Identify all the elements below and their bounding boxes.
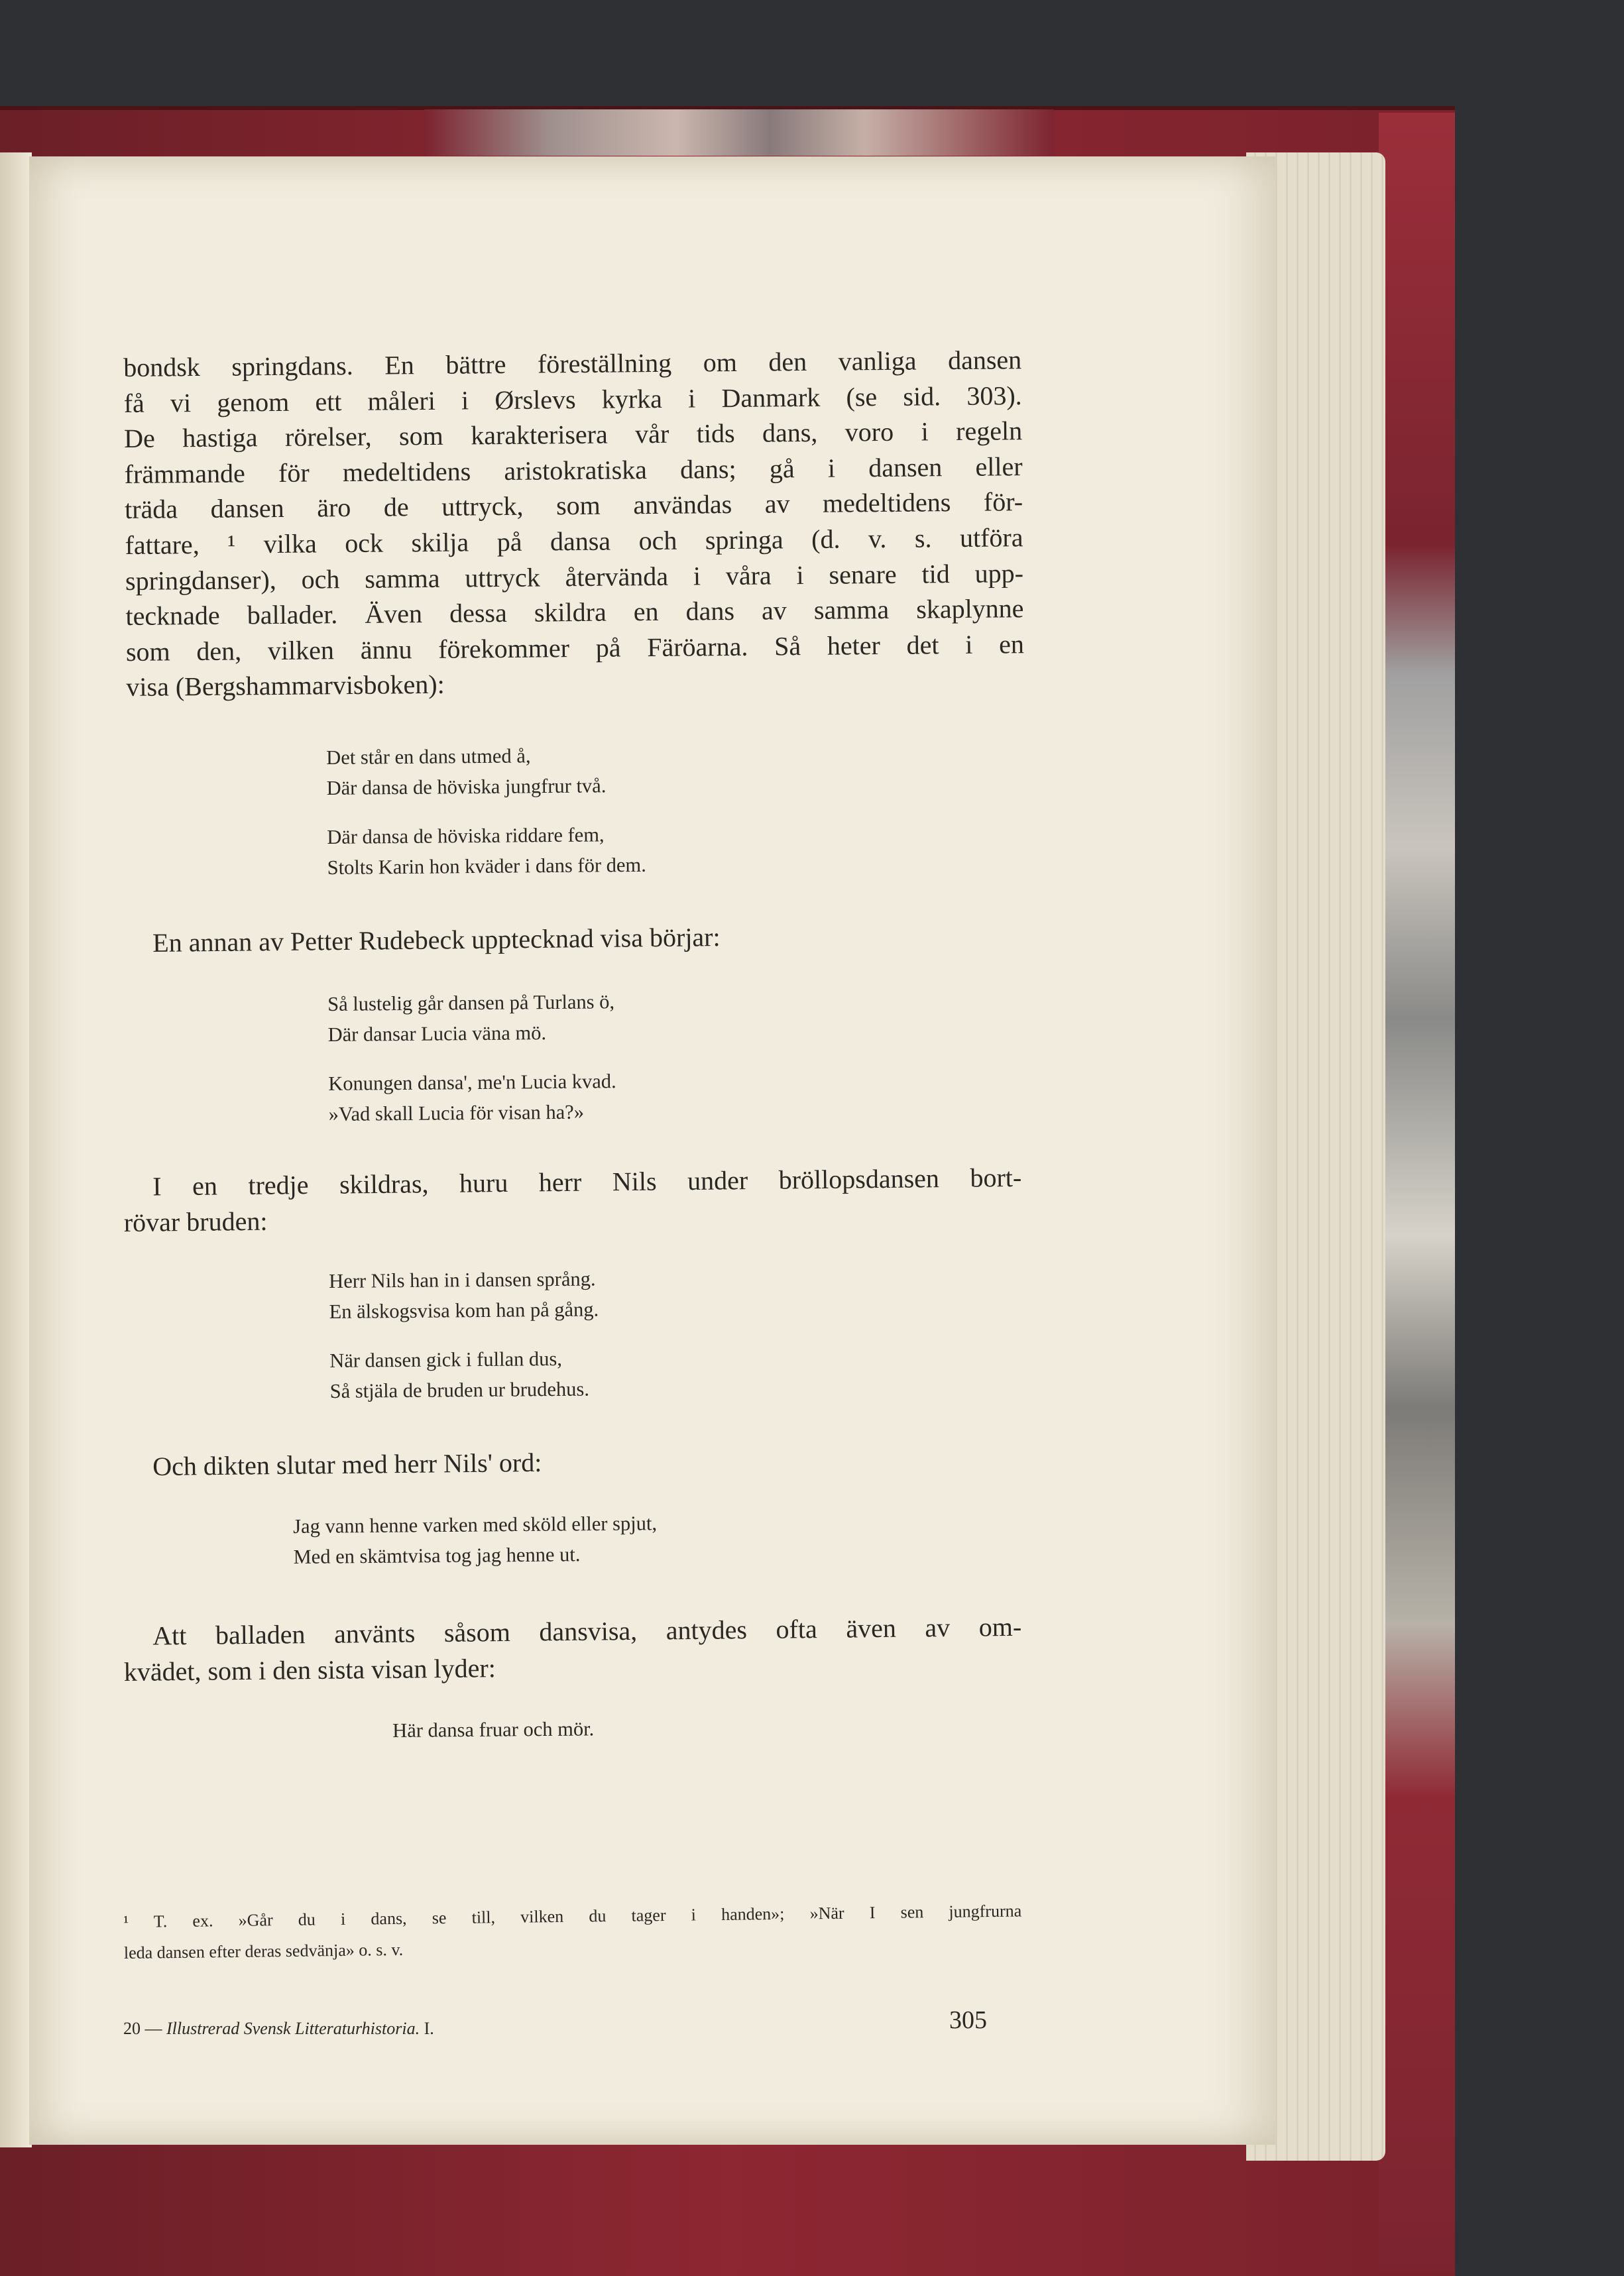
text-line: kvädet, som i den sista visan lyder: [123, 1652, 496, 1687]
text-line: rövar bruden: [123, 1206, 268, 1237]
verse-line: »Vad skall Lucia för visan ha?» [328, 1100, 585, 1125]
verse-line: När dansen gick i fullan dus, [329, 1347, 563, 1372]
verse-line: Där dansa de höviska riddare fem, [327, 823, 605, 848]
signature-volume: I. [424, 2019, 434, 2038]
verse-line: Herr Nils han in i dansen språng. [329, 1267, 596, 1292]
page-number: 305 [949, 2006, 987, 2034]
verse-1 [326, 740, 646, 883]
text-line: träda dansen äro de uttryck, som användas av medeltidens för- [124, 486, 1023, 525]
paragraph-1 [123, 342, 1025, 705]
text-line: Att balladen använts såsom dansvisa, antydes ofta även av om- [152, 1611, 1022, 1651]
signature-dash: — [145, 2019, 162, 2038]
text-line: främmande för medeltidens aristokratiska dans; gå i dansen eller [124, 451, 1023, 489]
verse-line: Så lustelig går dansen på Turlans ö, [327, 990, 615, 1015]
verse-2 [327, 986, 616, 1129]
footnote [123, 1895, 1022, 1968]
verse-line: Här dansa fruar och mör. [392, 1717, 595, 1742]
footnote-line: ¹ T. ex. »Går du i dans, se till, vilken du tager i handen»; »När I sen jungfrurna [123, 1901, 1022, 1931]
text-line: En annan av Petter Rudebeck upptecknad visa börjar: [152, 922, 721, 958]
signature-title: Illustrerad Svensk Litteraturhistoria. [166, 2019, 420, 2038]
text-line: få vi genom ett måleri i Ørslevs kyrka i Danmark (se sid. 303). [123, 380, 1022, 418]
left-page-edge [0, 152, 32, 2147]
text-line: bondsk springdans. En bättre föreställning om den vanliga dansen [123, 345, 1022, 382]
paragraph-2 [152, 916, 1051, 961]
text-line: som den, vilken ännu förekommer på Färöarna. Så heter det i en [125, 628, 1025, 667]
text-line: I en tredje skildras, huru herr Nils under bröllopsdansen bort- [152, 1162, 1022, 1202]
verse-line: Stolts Karin hon kväder i dans för dem. [327, 853, 646, 879]
verse-line: Där dansa de höviska jungfrur två. [326, 774, 607, 799]
signature-number: 20 [123, 2019, 141, 2038]
text-line: Och dikten slutar med herr Nils' ord: [152, 1447, 542, 1481]
marbled-cover-edge [1379, 113, 1455, 2272]
verse-line: Jag vann henne varken med sköld eller spjut, [293, 1512, 658, 1538]
verse-line: Det står en dans utmed å, [326, 744, 531, 769]
paragraph-5 [123, 1609, 1022, 1689]
paragraph-4 [152, 1440, 1051, 1485]
marbled-endpaper-top [424, 109, 1054, 156]
printer-signature [123, 2019, 434, 2039]
verse-3 [329, 1263, 599, 1406]
verse-gap [327, 801, 646, 822]
text-line: tecknade ballader. Även dessa skildra en dans av samma skaplynne [125, 593, 1024, 632]
verse-gap [329, 1324, 599, 1345]
verse-5 [392, 1713, 594, 1746]
verse-gap [328, 1047, 616, 1068]
verse-4 [293, 1508, 658, 1572]
verse-line: En älskogsvisa kom han på gång. [329, 1298, 599, 1323]
verse-line: Konungen dansa', me'n Lucia kvad. [328, 1070, 616, 1095]
book-page [29, 156, 1275, 2145]
text-line: fattare, ¹ vilka ock skilja på dansa och springa (d. v. s. utföra [125, 522, 1023, 560]
paragraph-3 [123, 1160, 1022, 1240]
verse-line: Med en skämtvisa tog jag henne ut. [293, 1543, 581, 1568]
text-line: De hastiga rörelser, som karakterisera vår tids dans, voro i regeln [123, 416, 1023, 454]
verse-line: Där dansar Lucia väna mö. [327, 1021, 547, 1046]
text-line: visa (Bergshammarvisboken): [126, 669, 445, 703]
verse-line: Så stjäla de bruden ur brudehus. [329, 1377, 590, 1402]
text-line: springdanser), och samma uttryck återvända i våra i senare tid upp- [125, 557, 1024, 596]
footnote-line: leda dansen efter deras sedvänja» o. s. v. [123, 1939, 404, 1963]
